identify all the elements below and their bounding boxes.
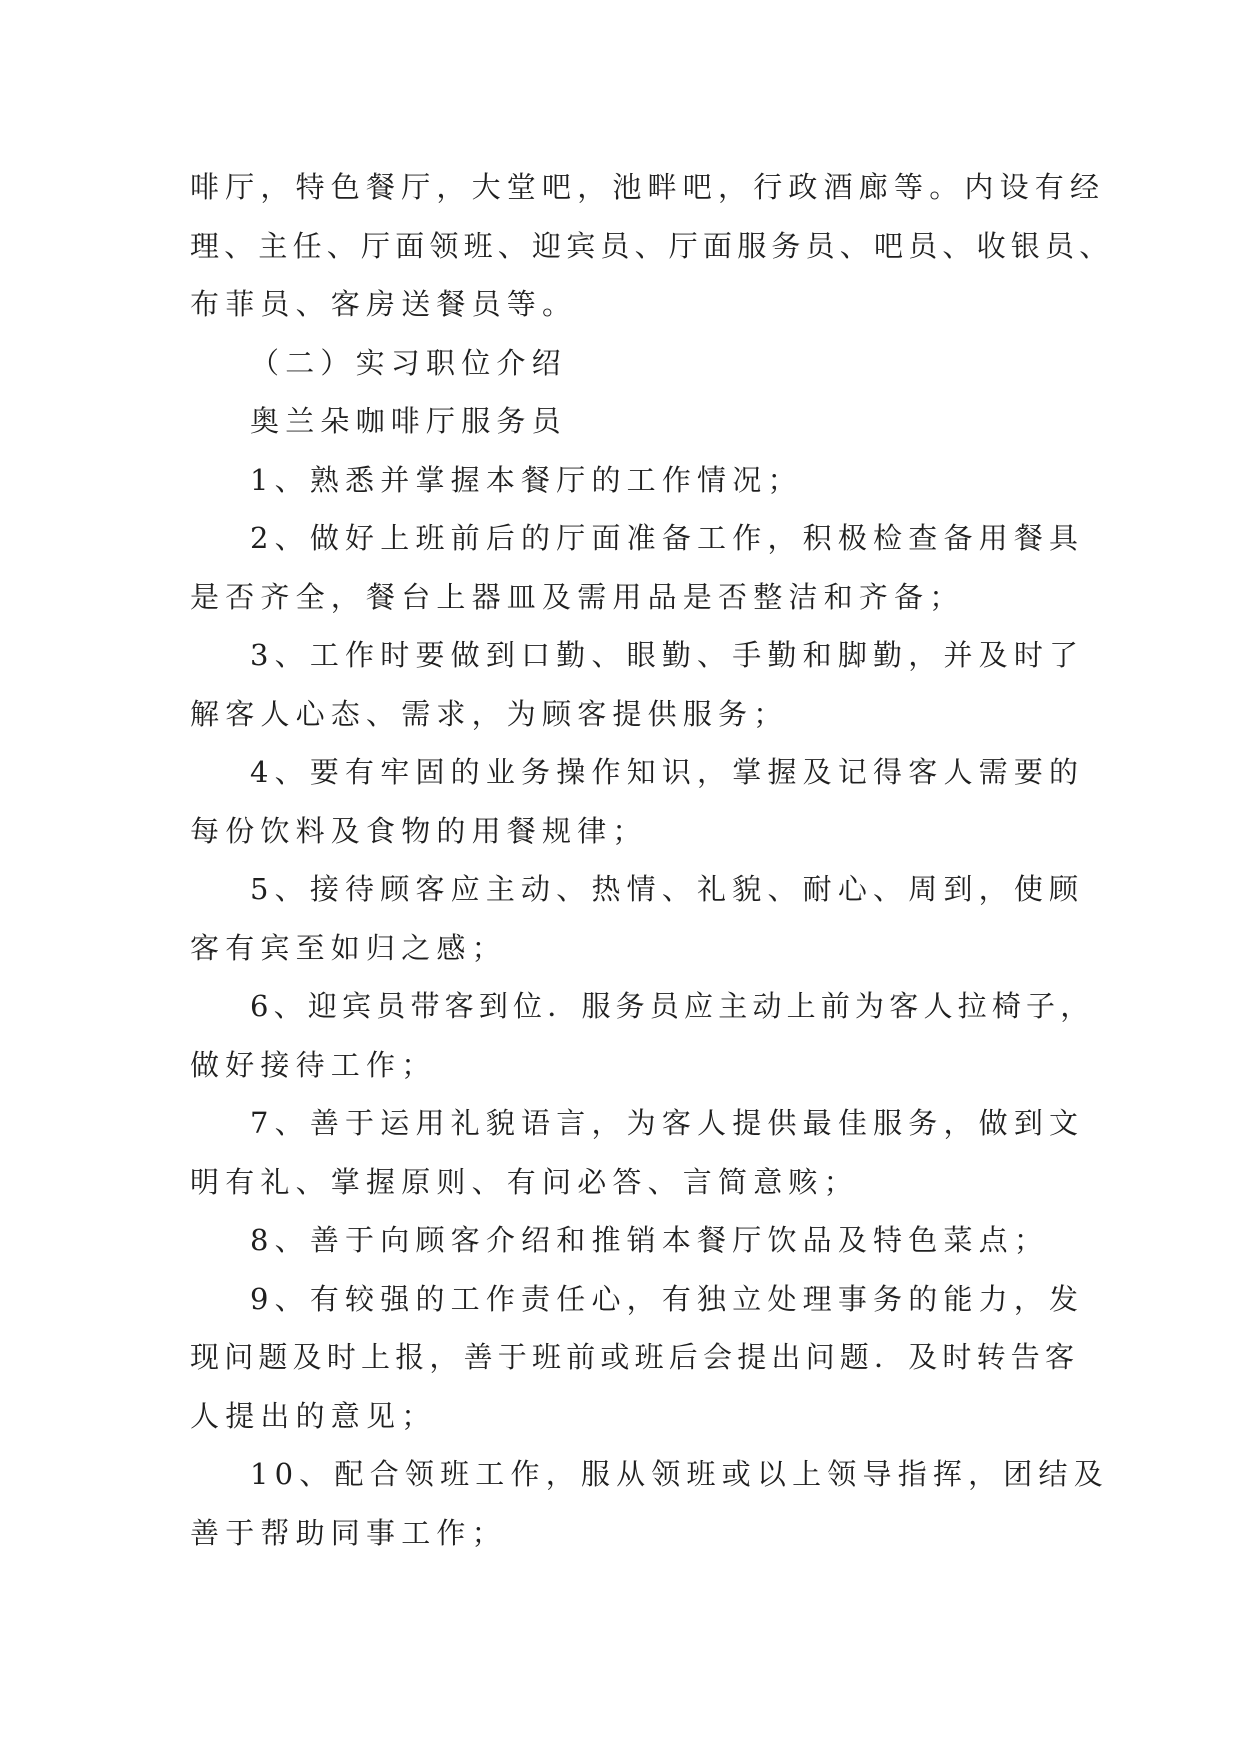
list-item: 3、工作时要做到口勤、眼勤、手勤和脚勤，并及时了 [250, 638, 1085, 672]
text-line: 每份饮料及食物的用餐规律； [190, 813, 648, 848]
list-item: 5、接待顾客应主动、热情、礼貌、耐心、周到，使顾 [250, 872, 1085, 906]
list-item: 4、要有牢固的业务操作知识，掌握及记得客人需要的 [250, 755, 1085, 789]
text-line: 现问题及时上报，善于班前或班后会提出问题．及时转告客 [190, 1340, 1080, 1374]
section-heading: （二）实习职位介绍 [250, 345, 567, 380]
list-item: 1、熟悉并掌握本餐厅的工作情况； [250, 462, 803, 497]
list-item: 9、有较强的工作责任心，有独立处理事务的能力，发 [250, 1281, 1085, 1316]
list-item: 10、配合领班工作，服从领班或以上领导指挥，团结及 [250, 1457, 1109, 1491]
list-item: 6、迎宾员带客到位．服务员应主动上前为客人拉椅子， [250, 989, 1095, 1023]
list-item: 2、做好上班前后的厅面准备工作，积极检查备用餐具 [250, 521, 1085, 555]
text-line: 善于帮助同事工作； [190, 1515, 507, 1550]
text-line: 解客人心态、需求，为顾客提供服务； [190, 696, 789, 731]
text-line: 布菲员、客房送餐员等。 [190, 287, 578, 321]
document-body [190, 158, 1114, 1562]
text-line: 做好接待工作； [190, 1047, 437, 1082]
text-line: 是否齐全，餐台上器皿及需用品是否整洁和齐备； [190, 579, 965, 614]
list-item: 8、善于向顾客介绍和推销本餐厅饮品及特色菜点； [250, 1223, 1050, 1257]
text-line: 人提出的意见； [190, 1398, 437, 1433]
text-line: 客有宾至如归之感； [190, 930, 507, 965]
list-item: 7、善于运用礼貌语言，为客人提供最佳服务，做到文 [250, 1106, 1085, 1140]
text-line: 理、主任、厅面领班、迎宾员、厅面服务员、吧员、收银员、 [190, 228, 1114, 263]
text-line: 啡厅，特色餐厅，大堂吧，池畔吧，行政酒廊等。内设有经 [190, 170, 1106, 204]
job-title: 奥兰朵咖啡厅服务员 [250, 404, 567, 438]
text-line: 明有礼、掌握原则、有问必答、言简意赅； [190, 1164, 859, 1199]
